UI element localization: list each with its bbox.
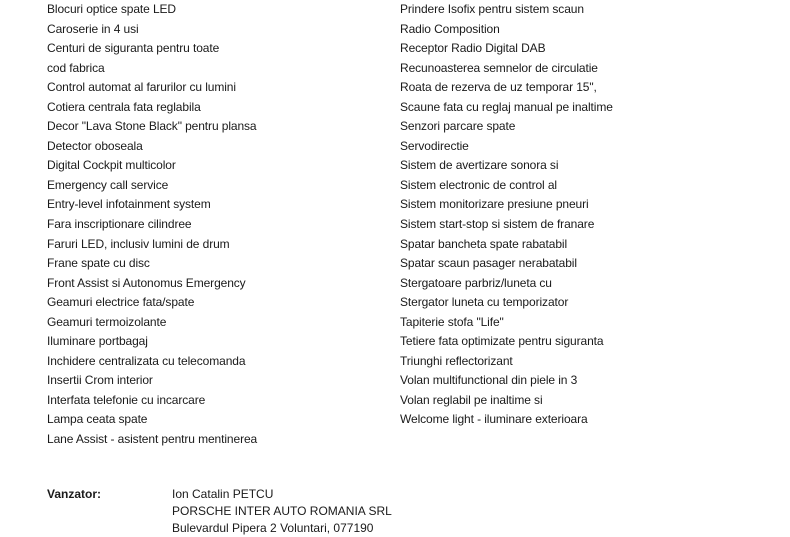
equipment-item: Recunoasterea semnelor de circulatie — [400, 60, 598, 75]
seller-address: Bulevardul Pipera 2 Voluntari, 077190 — [172, 521, 374, 535]
equipment-item: Centuri de siguranta pentru toate — [47, 41, 220, 56]
equipment-item: Volan reglabil pe inaltime si — [400, 392, 543, 407]
equipment-item: Decor "Lava Stone Black" pentru plansa — [47, 119, 257, 134]
equipment-list-right — [400, 0, 780, 430]
equipment-item: Geamuri electrice fata/spate — [47, 295, 195, 310]
equipment-item: Caroserie in 4 usi — [47, 21, 139, 36]
equipment-item: Inchidere centralizata cu telecomanda — [47, 353, 246, 368]
equipment-item: Digital Cockpit multicolor — [47, 158, 176, 173]
equipment-item: Senzori parcare spate — [400, 119, 516, 134]
seller-label: Vanzator: — [47, 487, 102, 501]
equipment-item: Detector oboseala — [47, 138, 143, 153]
equipment-item: Spatar scaun pasager nerabatabil — [400, 256, 577, 271]
equipment-item: Blocuri optice spate LED — [47, 2, 177, 16]
equipment-item: Prindere Isofix pentru sistem scaun — [400, 2, 584, 16]
equipment-item: Sistem start-stop si sistem de franare — [400, 217, 595, 232]
equipment-item: Front Assist si Autonomus Emergency — [47, 275, 246, 290]
equipment-item: Receptor Radio Digital DAB — [400, 41, 546, 56]
equipment-item: Emergency call service — [47, 177, 169, 192]
equipment-item: Spatar bancheta spate rabatabil — [400, 236, 568, 251]
seller-name: Ion Catalin PETCU — [172, 487, 274, 501]
equipment-item: Sistem de avertizare sonora si — [400, 158, 559, 173]
equipment-item: Tapiterie stofa "Life" — [400, 314, 504, 329]
equipment-list-left — [47, 0, 377, 450]
seller-details — [172, 486, 392, 537]
equipment-item: Sistem electronic de control al — [400, 177, 557, 192]
equipment-item: Welcome light - iluminare exterioara — [400, 412, 588, 427]
equipment-item: Insertii Crom interior — [47, 373, 153, 388]
equipment-item: Faruri LED, inclusiv lumini de drum — [47, 236, 230, 251]
equipment-item: Cotiera centrala fata reglabila — [47, 99, 201, 114]
equipment-item: Interfata telefonie cu incarcare — [47, 392, 206, 407]
equipment-item: Volan multifunctional din piele in 3 — [400, 373, 578, 388]
equipment-item: Frane spate cu disc — [47, 256, 150, 271]
equipment-item: Fara inscriptionare cilindree — [47, 217, 192, 232]
equipment-item: Stergator luneta cu temporizator — [400, 295, 569, 310]
equipment-item: cod fabrica — [47, 60, 105, 75]
equipment-item: Iluminare portbagaj — [47, 334, 148, 349]
equipment-item: Tetiere fata optimizate pentru siguranta — [400, 334, 604, 349]
equipment-item: Control automat al farurilor cu lumini — [47, 80, 236, 95]
equipment-item: Geamuri termoizolante — [47, 314, 167, 329]
equipment-item: Sistem monitorizare presiune pneuri — [400, 197, 589, 212]
equipment-item: Triunghi reflectorizant — [400, 353, 513, 368]
equipment-item: Stergatoare parbriz/luneta cu — [400, 275, 552, 290]
equipment-item: Roata de rezerva de uz temporar 15", — [400, 80, 597, 95]
equipment-item: Radio Composition — [400, 21, 500, 36]
equipment-item: Lane Assist - asistent pentru mentinerea — [47, 432, 258, 447]
equipment-item: Lampa ceata spate — [47, 412, 148, 427]
equipment-item: Entry-level infotainment system — [47, 197, 211, 212]
equipment-item: Scaune fata cu reglaj manual pe inaltime — [400, 99, 613, 114]
seller-company: PORSCHE INTER AUTO ROMANIA SRL — [172, 504, 392, 518]
equipment-item: Servodirectie — [400, 138, 469, 153]
